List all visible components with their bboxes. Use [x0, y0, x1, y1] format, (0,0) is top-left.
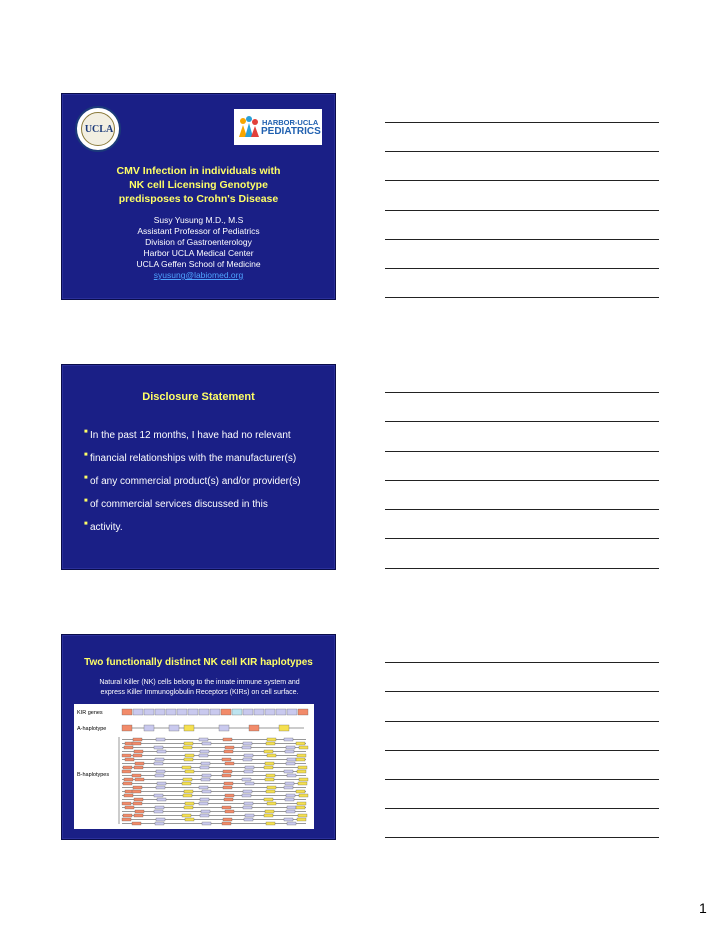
note-line	[385, 210, 659, 211]
kir-gene-box	[299, 746, 308, 749]
list-item: ■ financial relationships with the manufacturer(s)	[88, 452, 328, 465]
presentation-title	[62, 164, 335, 206]
kir-gene-box	[210, 709, 220, 715]
kir-gene-box	[287, 758, 296, 761]
kir-gene-box	[243, 758, 252, 761]
kir-gene-box	[156, 786, 165, 789]
kir-gene-box	[184, 790, 193, 793]
kir-gene-box	[199, 738, 208, 741]
kir-haplotype-figure	[74, 704, 314, 829]
kir-gene-box	[264, 750, 273, 753]
kir-gene-box	[188, 709, 198, 715]
kir-gene-box	[297, 802, 306, 805]
kir-gene-box	[225, 746, 234, 749]
kir-gene-box	[284, 786, 293, 789]
kir-gene-box	[222, 806, 231, 809]
kir-gene-box	[296, 806, 305, 809]
author-center: Harbor UCLA Medical Center	[143, 248, 254, 258]
kir-gene-box	[184, 725, 194, 731]
kir-gene-box	[296, 790, 305, 793]
disclosure-list	[84, 429, 328, 544]
kir-gene-box	[225, 794, 234, 797]
kir-gene-box	[266, 742, 275, 745]
note-line	[385, 268, 659, 269]
list-item: ■ activity.	[88, 521, 328, 534]
kir-gene-box	[243, 709, 253, 715]
note-line	[385, 691, 659, 692]
kir-gene-box	[296, 742, 305, 745]
kir-gene-box	[183, 794, 192, 797]
kir-gene-box	[245, 766, 254, 769]
kir-gene-box	[134, 766, 143, 769]
kir-gene-box	[266, 790, 275, 793]
kir-gene-box	[199, 786, 208, 789]
kir-gene-box	[222, 822, 231, 825]
kir-gene-box	[185, 818, 194, 821]
note-line	[385, 421, 659, 422]
kir-gene-box	[243, 806, 252, 809]
kir-gene-box	[276, 709, 286, 715]
kir-gene-box	[154, 746, 163, 749]
kir-gene-box	[242, 794, 251, 797]
kir-gene-box	[299, 794, 308, 797]
kir-gene-box	[182, 766, 191, 769]
note-line	[385, 239, 659, 240]
title-line: NK cell Licensing Genotype	[129, 179, 268, 191]
kir-gene-box	[132, 822, 141, 825]
kir-gene-box	[244, 754, 253, 757]
author-school: UCLA Geffen School of Medicine	[136, 259, 261, 269]
kir-gene-box	[169, 725, 179, 731]
kir-gene-box	[285, 798, 294, 801]
kir-gene-box	[184, 742, 193, 745]
title-line: predisposes to Crohn's Disease	[118, 193, 279, 205]
kir-gene-box	[223, 770, 232, 773]
kir-gene-box	[264, 766, 273, 769]
kir-gene-box	[265, 709, 275, 715]
kir-gene-box	[184, 758, 193, 761]
note-line	[385, 297, 659, 298]
kir-gene-box	[202, 742, 211, 745]
kir-gene-box	[249, 725, 259, 731]
note-line	[385, 122, 659, 123]
kir-gene-box	[287, 806, 296, 809]
note-line	[385, 750, 659, 751]
kir-gene-box	[185, 770, 194, 773]
note-line	[385, 568, 659, 569]
kir-gene-box	[134, 750, 143, 753]
kir-gene-box	[183, 746, 192, 749]
note-line	[385, 509, 659, 510]
slide-body	[72, 678, 327, 698]
body-line: express Killer Immunoglobulin Receptors (KIRs) on cell surface.	[100, 689, 299, 696]
bullet-icon: ■	[84, 429, 88, 435]
ucla-seal-logo	[75, 106, 121, 152]
kir-gene-box	[299, 778, 308, 781]
kir-gene-box	[224, 782, 233, 785]
kir-gene-box	[134, 798, 143, 801]
a-haplotype-label: A-haplotype	[77, 726, 107, 732]
kir-genes-label: KIR genes	[77, 710, 103, 716]
kir-gene-box	[184, 806, 193, 809]
kir-gene-box	[286, 794, 295, 797]
note-line	[385, 662, 659, 663]
kir-gene-box	[199, 709, 209, 715]
b-haplotypes-label: B-haplotypes	[77, 772, 110, 778]
kir-gene-box	[284, 770, 293, 773]
kir-gene-box	[279, 725, 289, 731]
note-line	[385, 808, 659, 809]
kir-gene-box	[223, 738, 232, 741]
kir-gene-box	[154, 762, 163, 765]
kir-gene-box	[123, 782, 132, 785]
kir-gene-box	[122, 754, 131, 757]
slide-kir-haplotypes	[61, 634, 336, 840]
note-line	[385, 151, 659, 152]
kir-gene-box	[157, 750, 166, 753]
kir-gene-box	[133, 802, 142, 805]
kir-gene-box	[200, 750, 209, 753]
kir-gene-box	[244, 818, 253, 821]
note-line	[385, 721, 659, 722]
kir-gene-box	[265, 810, 274, 813]
kir-gene-box	[135, 762, 144, 765]
kir-gene-box	[267, 786, 276, 789]
kir-gene-box	[298, 766, 307, 769]
kir-gene-box	[124, 794, 133, 797]
kir-gene-box	[286, 762, 295, 765]
note-line	[385, 779, 659, 780]
kir-gene-box	[132, 774, 141, 777]
title-line: CMV Infection in individuals with	[116, 165, 281, 177]
kir-gene-box	[182, 814, 191, 817]
kir-gene-box	[122, 709, 132, 715]
kir-gene-box	[202, 774, 211, 777]
kir-gene-box	[243, 790, 252, 793]
kir-gene-box	[232, 709, 242, 715]
kir-gene-box	[200, 766, 209, 769]
kir-gene-box	[267, 802, 276, 805]
kir-gene-box	[185, 802, 194, 805]
kir-gene-box	[242, 778, 251, 781]
kir-gene-box	[201, 778, 210, 781]
children-icon	[237, 115, 261, 139]
kir-gene-box	[199, 802, 208, 805]
kir-gene-box	[185, 754, 194, 757]
kir-gene-box	[156, 770, 165, 773]
note-line	[385, 480, 659, 481]
kir-gene-box	[199, 754, 208, 757]
kir-gene-box	[287, 774, 296, 777]
kir-gene-box	[285, 782, 294, 785]
kir-gene-box	[222, 774, 231, 777]
kir-gene-box	[245, 814, 254, 817]
kir-gene-box	[144, 709, 154, 715]
note-line	[385, 451, 659, 452]
kir-gene-box	[122, 725, 132, 731]
list-item: ■ of any commercial product(s) and/or provider(s)	[88, 475, 328, 488]
kir-gene-box	[157, 798, 166, 801]
slide-disclosure	[61, 364, 336, 570]
kir-gene-box	[135, 810, 144, 813]
kir-gene-box	[298, 782, 307, 785]
kir-gene-diagram	[74, 704, 314, 829]
slide-title: Two functionally distinct NK cell KIR haplotypes	[84, 657, 313, 668]
note-line	[385, 837, 659, 838]
author-position: Assistant Professor of Pediatrics	[137, 226, 260, 236]
kir-gene-box	[133, 738, 142, 741]
kir-gene-box	[133, 786, 142, 789]
kir-gene-box	[133, 754, 142, 757]
kir-gene-box	[219, 725, 229, 731]
kir-gene-box	[155, 774, 164, 777]
page-number: 1	[699, 900, 707, 916]
kir-gene-box	[125, 758, 134, 761]
kir-gene-box	[297, 754, 306, 757]
kir-gene-box	[122, 818, 131, 821]
kir-gene-box	[287, 709, 297, 715]
kir-gene-box	[201, 762, 210, 765]
kir-gene-box	[223, 818, 232, 821]
bullet-icon: ■	[84, 452, 88, 458]
kir-gene-box	[135, 778, 144, 781]
kir-gene-box	[177, 709, 187, 715]
kir-gene-box	[267, 754, 276, 757]
kir-gene-box	[287, 822, 296, 825]
kir-gene-box	[200, 814, 209, 817]
kir-gene-box	[297, 770, 306, 773]
kir-gene-box	[225, 762, 234, 765]
kir-gene-box	[144, 725, 154, 731]
bullet-icon: ■	[84, 521, 88, 527]
note-line	[385, 392, 659, 393]
kir-gene-box	[284, 738, 293, 741]
kir-gene-box	[155, 822, 164, 825]
slide-title	[61, 93, 336, 300]
author-block	[62, 215, 335, 281]
kir-gene-box	[266, 822, 275, 825]
kir-gene-box	[201, 810, 210, 813]
kir-gene-box	[244, 770, 253, 773]
kir-gene-box	[254, 709, 264, 715]
bullet-icon: ■	[84, 498, 88, 504]
kir-gene-box	[132, 790, 141, 793]
bullet-icon: ■	[84, 475, 88, 481]
kir-gene-box	[154, 810, 163, 813]
author-name: Susy Yusung M.D., M.S	[153, 215, 244, 225]
kir-gene-box	[265, 778, 274, 781]
kir-gene-box	[134, 814, 143, 817]
kir-gene-box	[123, 766, 132, 769]
kir-gene-box	[284, 818, 293, 821]
kir-gene-box	[124, 778, 133, 781]
kir-gene-box	[298, 814, 307, 817]
kir-gene-box	[267, 738, 276, 741]
kir-gene-box	[156, 738, 165, 741]
kir-gene-box	[155, 806, 164, 809]
kir-gene-box	[265, 762, 274, 765]
kir-gene-box	[221, 709, 231, 715]
kir-gene-box	[264, 798, 273, 801]
kir-gene-box	[285, 750, 294, 753]
kir-gene-box	[154, 794, 163, 797]
kir-gene-box	[157, 782, 166, 785]
kir-gene-box	[296, 758, 305, 761]
body-line: Natural Killer (NK) cells belong to the innate immune system and	[99, 679, 300, 686]
kir-gene-box	[122, 770, 131, 773]
harbor-logo-line1: HARBOR-UCLA	[262, 118, 319, 127]
kir-gene-box	[243, 742, 252, 745]
note-line	[385, 538, 659, 539]
list-item: ■ In the past 12 months, I have had no relevant	[88, 429, 328, 442]
kir-gene-box	[200, 798, 209, 801]
slide-title: Disclosure Statement	[142, 391, 255, 403]
kir-gene-box	[123, 814, 132, 817]
kir-gene-box	[286, 810, 295, 813]
kir-gene-box	[125, 806, 134, 809]
kir-gene-box	[224, 750, 233, 753]
kir-gene-box	[266, 774, 275, 777]
kir-gene-box	[202, 822, 211, 825]
kir-gene-box	[122, 802, 131, 805]
kir-gene-box	[133, 709, 143, 715]
list-item: ■ of commercial services discussed in this	[88, 498, 328, 511]
kir-gene-box	[242, 746, 251, 749]
kir-gene-box	[245, 782, 254, 785]
kir-gene-box	[132, 742, 141, 745]
kir-gene-box	[286, 746, 295, 749]
kir-gene-box	[182, 782, 191, 785]
harbor-logo-line2: PEDIATRICS	[261, 126, 321, 137]
harbor-ucla-pediatrics-logo	[234, 109, 322, 145]
kir-gene-box	[222, 758, 231, 761]
kir-gene-box	[264, 814, 273, 817]
author-email-link[interactable]: syusung@labiomed.org	[153, 270, 244, 280]
kir-gene-box	[297, 818, 306, 821]
ucla-logo-text: UCLA	[84, 124, 114, 135]
kir-gene-box	[183, 778, 192, 781]
kir-gene-box	[156, 818, 165, 821]
kir-gene-box	[155, 709, 165, 715]
kir-gene-box	[298, 709, 308, 715]
kir-gene-box	[223, 786, 232, 789]
note-line	[385, 180, 659, 181]
author-division: Division of Gastroenterology	[145, 237, 252, 247]
kir-gene-box	[244, 802, 253, 805]
kir-gene-box	[202, 790, 211, 793]
kir-gene-box	[124, 746, 133, 749]
kir-gene-box	[166, 709, 176, 715]
kir-gene-box	[155, 758, 164, 761]
kir-gene-box	[224, 798, 233, 801]
kir-gene-box	[225, 810, 234, 813]
